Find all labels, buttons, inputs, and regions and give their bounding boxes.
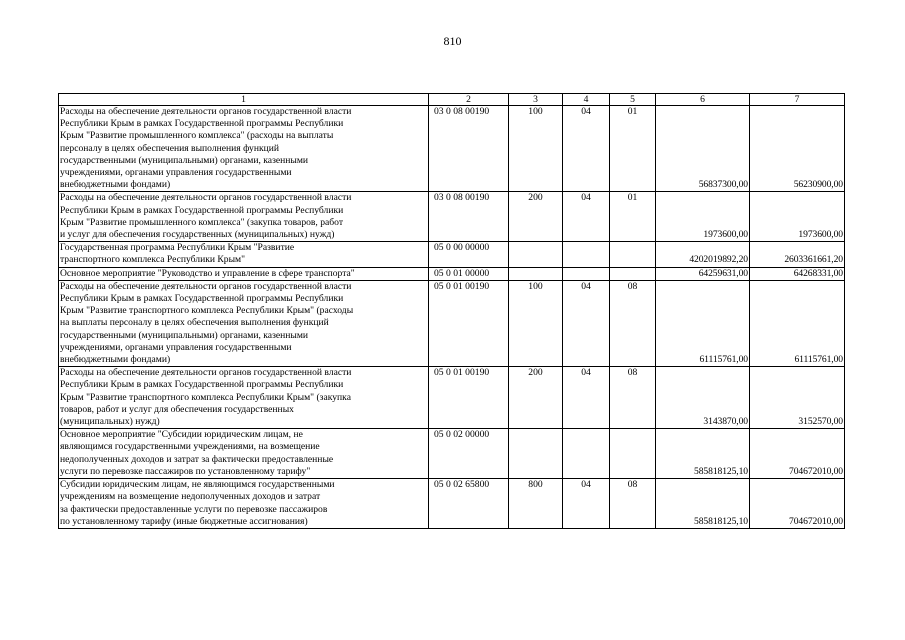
- subsection-cell: 08: [610, 280, 656, 366]
- amount-year1-cell: 61115761,00: [656, 280, 750, 366]
- budget-table: [58, 93, 845, 529]
- section-cell: 04: [563, 479, 610, 529]
- expense-name-line: Основное мероприятие "Руководство и управление в сфере транспорта": [60, 267, 355, 279]
- amount-year1-cell: 585818125,10: [656, 429, 750, 479]
- expense-name-line: Расходы на обеспечение деятельности органов государственной власти: [60, 367, 352, 379]
- expense-type-cell: [509, 429, 563, 479]
- target-code-cell: 05 0 01 00190: [429, 280, 509, 366]
- subsection-cell: 08: [610, 367, 656, 429]
- target-code-cell: 03 0 08 00190: [429, 192, 509, 242]
- expense-name-cell: [59, 106, 429, 192]
- section-cell: 04: [563, 280, 610, 366]
- target-code-cell: 05 0 02 00000: [429, 429, 509, 479]
- header-row: [59, 94, 845, 106]
- table-row: [59, 106, 845, 192]
- amount-year1-cell: 64259631,00: [656, 267, 750, 280]
- expense-name-line: Основное мероприятие "Субсидии юридическим лицам, не: [60, 429, 303, 441]
- expense-name-line: внебюджетными фондами): [60, 354, 171, 366]
- expense-name-cell: [59, 280, 429, 366]
- expense-name-line: на выплаты персоналу в целях обеспечения выполнения функций: [60, 317, 329, 329]
- expense-name-cell: [59, 242, 429, 267]
- expense-name-line: Крым "Развитие транспортного комплекса Республики Крым" (расходы: [60, 305, 354, 317]
- expense-type-cell: 200: [509, 192, 563, 242]
- amount-year1-cell: 4202019892,20: [656, 242, 750, 267]
- expense-name-line: Республики Крым в рамках Государственной программы Республики: [60, 379, 344, 391]
- amount-year2-cell: 3152570,00: [750, 367, 845, 429]
- table-row: [59, 280, 845, 366]
- column-header: 3: [509, 94, 563, 106]
- amount-year2-cell: 64268331,00: [750, 267, 845, 280]
- expense-name-line: транспортного комплекса Республики Крым": [60, 254, 246, 266]
- amount-year1-cell: 3143870,00: [656, 367, 750, 429]
- subsection-cell: 01: [610, 106, 656, 192]
- expense-name-line: внебюджетными фондами): [60, 179, 171, 191]
- table-row: [59, 192, 845, 242]
- amount-year2-cell: 704672010,00: [750, 479, 845, 529]
- expense-name-line: по установленному тарифу (иные бюджетные ассигнования): [60, 515, 308, 527]
- expense-name-line: (муниципальных) нужд): [60, 416, 160, 428]
- table-row: [59, 267, 845, 280]
- subsection-cell: 01: [610, 192, 656, 242]
- expense-name-cell: [59, 192, 429, 242]
- expense-type-cell: [509, 242, 563, 267]
- section-cell: 04: [563, 106, 610, 192]
- expense-name-line: товаров, работ и услуг для обеспечения государственных: [60, 403, 294, 415]
- expense-type-cell: 200: [509, 367, 563, 429]
- amount-year2-cell: 61115761,00: [750, 280, 845, 366]
- amount-year1-cell: 585818125,10: [656, 479, 750, 529]
- column-header: 5: [610, 94, 656, 106]
- expense-name-line: Расходы на обеспечение деятельности органов государственной власти: [60, 106, 352, 117]
- column-header: 6: [656, 94, 750, 106]
- target-code-cell: 05 0 01 00190: [429, 367, 509, 429]
- expense-name-line: Республики Крым в рамках Государственной программы Республики: [60, 204, 344, 216]
- target-code-cell: 05 0 00 00000: [429, 242, 509, 267]
- amount-year2-cell: 2603361661,20: [750, 242, 845, 267]
- expense-name-line: Крым "Развитие промышленного комплекса" (закупка товаров, работ: [60, 216, 344, 228]
- expense-type-cell: 100: [509, 280, 563, 366]
- expense-name-line: являющимся государственными учреждениями, на возмещение: [60, 441, 320, 453]
- expense-type-cell: 800: [509, 479, 563, 529]
- expense-name-line: персоналу в целях обеспечения выполнения функций: [60, 142, 280, 154]
- expense-name-line: государственными (муниципальными) органами, казенными: [60, 154, 309, 166]
- expense-name-line: учреждениями, органами управления государственными: [60, 167, 292, 179]
- expense-name-line: Крым "Развитие промышленного комплекса" (расходы на выплаты: [60, 130, 334, 142]
- expense-name-cell: [59, 429, 429, 479]
- section-cell: [563, 242, 610, 267]
- expense-type-cell: 100: [509, 106, 563, 192]
- amount-year1-cell: 1973600,00: [656, 192, 750, 242]
- target-code-cell: 05 0 02 65800: [429, 479, 509, 529]
- amount-year2-cell: 56230900,00: [750, 106, 845, 192]
- amount-year2-cell: 704672010,00: [750, 429, 845, 479]
- expense-name-cell: [59, 267, 429, 280]
- expense-name-line: Республики Крым в рамках Государственной программы Республики: [60, 118, 344, 130]
- table-row: [59, 242, 845, 267]
- table-row: [59, 367, 845, 429]
- column-header: 7: [750, 94, 845, 106]
- expense-name-line: государственными (муниципальными) органами, казенными: [60, 329, 309, 341]
- amount-year1-cell: 56837300,00: [656, 106, 750, 192]
- table-row: [59, 429, 845, 479]
- expense-name-line: учреждениям на возмещение недополученных доходов и затрат: [60, 491, 321, 503]
- expense-name-line: Субсидии юридическим лицам, не являющимся государственными: [60, 479, 335, 491]
- column-header: 2: [429, 94, 509, 106]
- page-number: 810: [443, 34, 462, 48]
- expense-name-line: учреждениями, органами управления государственными: [60, 341, 292, 353]
- section-cell: 04: [563, 192, 610, 242]
- column-header: 1: [59, 94, 429, 106]
- subsection-cell: 08: [610, 479, 656, 529]
- target-code-cell: 03 0 08 00190: [429, 106, 509, 192]
- table-row: [59, 479, 845, 529]
- expense-name-line: Расходы на обеспечение деятельности органов государственной власти: [60, 192, 352, 204]
- section-cell: [563, 267, 610, 280]
- column-header: 4: [563, 94, 610, 106]
- expense-name-line: за фактически предоставленные услуги по перевозке пассажиров: [60, 503, 328, 515]
- section-cell: [563, 429, 610, 479]
- expense-name-line: недополученных доходов и затрат за фактически предоставленные: [60, 453, 334, 465]
- expense-name-line: услуги по перевозке пассажиров по установленному тарифу": [60, 465, 311, 477]
- subsection-cell: [610, 267, 656, 280]
- subsection-cell: [610, 429, 656, 479]
- expense-name-line: Республики Крым в рамках Государственной программы Республики: [60, 293, 344, 305]
- target-code-cell: 05 0 01 00000: [429, 267, 509, 280]
- expense-name-cell: [59, 367, 429, 429]
- expense-type-cell: [509, 267, 563, 280]
- expense-name-cell: [59, 479, 429, 529]
- expense-name-line: и услуг для обеспечения государственных (муниципальных) нужд): [60, 229, 335, 241]
- amount-year2-cell: 1973600,00: [750, 192, 845, 242]
- section-cell: 04: [563, 367, 610, 429]
- subsection-cell: [610, 242, 656, 267]
- expense-name-line: Расходы на обеспечение деятельности органов государственной власти: [60, 280, 352, 292]
- expense-name-line: Крым "Развитие транспортного комплекса Республики Крым" (закупка: [60, 391, 351, 403]
- expense-name-line: Государственная программа Республики Крым "Развитие: [60, 242, 295, 254]
